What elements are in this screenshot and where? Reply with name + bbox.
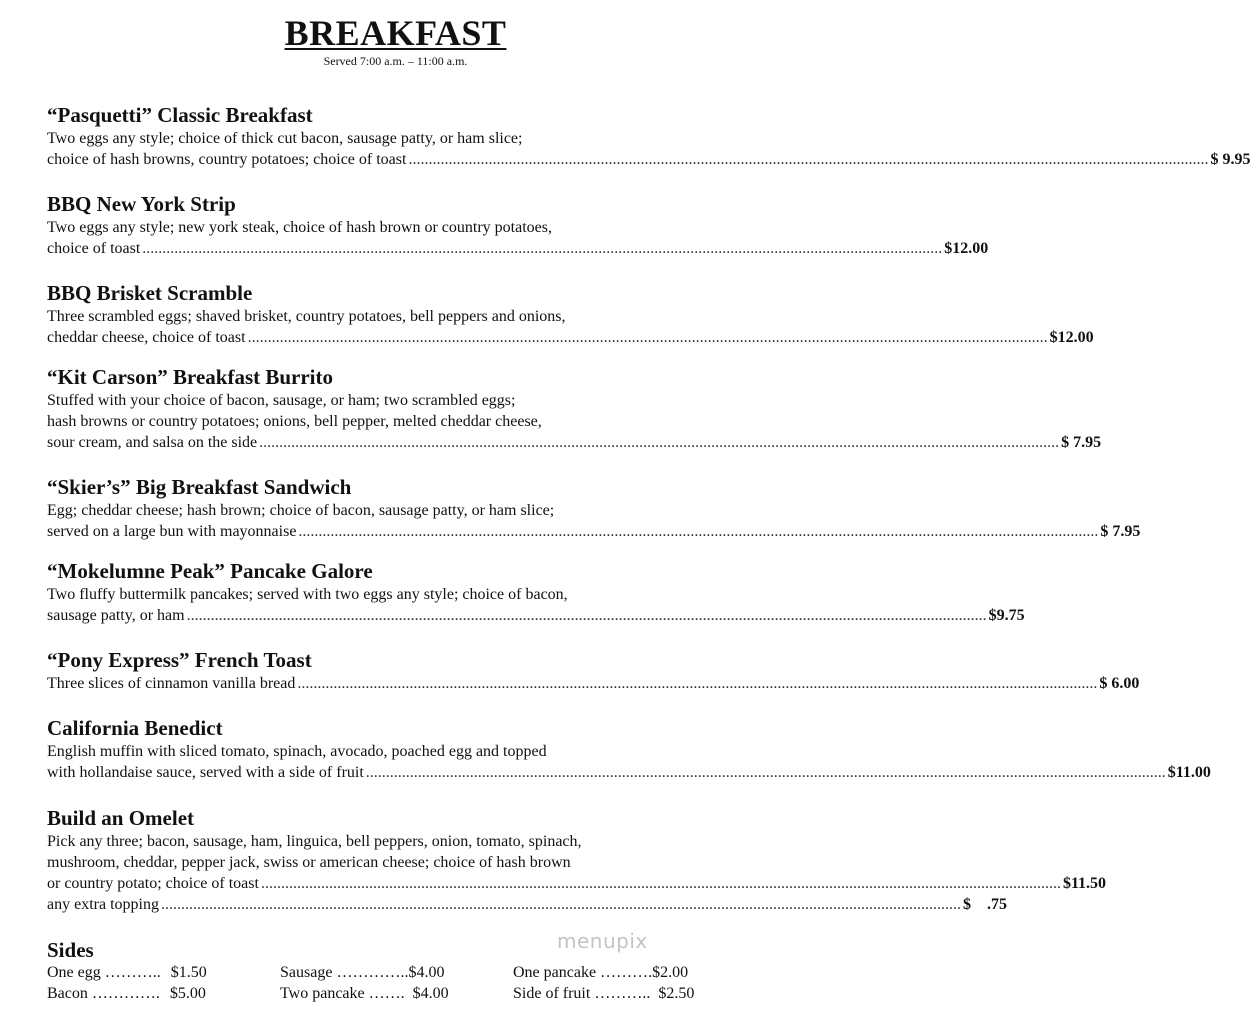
item-description: Pick any three; bacon, sausage, ham, linguica, bell peppers, onion, tomato, spinach, (47, 833, 582, 850)
item-price-line (47, 432, 1102, 453)
side-price: $5.00 (169, 985, 206, 1002)
side-price: $4.00 (408, 964, 445, 981)
item-price-line (47, 327, 1094, 348)
leader-dots: ........................................................................................................................................................................................................ (247, 329, 1048, 346)
item-name: BBQ Brisket Scramble (47, 281, 253, 305)
leader-dots: ........................................................................................................................................................................................................ (160, 896, 961, 913)
item-description: hash browns or country potatoes; onions, bell pepper, melted cheddar cheese, (47, 413, 542, 430)
side-entry: Two pancake ……. $4.00 (280, 985, 449, 1002)
item-description: Stuffed with your choice of bacon, sausage, or ham; two scrambled eggs; (47, 392, 516, 409)
item-price-line (47, 238, 989, 259)
service-hours: Served 7:00 a.m. – 11:00 a.m. (323, 54, 468, 68)
item-name: “Skier’s” Big Breakfast Sandwich (47, 475, 352, 499)
side-name: One pancake (513, 964, 597, 981)
item-description: Two fluffy buttermilk pancakes; served with two eggs any style; choice of bacon, (47, 586, 568, 603)
menu-item (47, 806, 1107, 915)
side-name: Two pancake (280, 985, 365, 1002)
menu-item (47, 281, 1094, 348)
side-price: $2.00 (652, 964, 689, 981)
item-description: sour cream, and salsa on the side (47, 434, 258, 451)
menu-item (47, 716, 1211, 783)
menu-item (47, 103, 1250, 170)
item-price: $11.50 (1062, 875, 1107, 892)
item-description: or country potato; choice of toast (47, 875, 259, 892)
leader-dots: ........................................................................................................................................................................................................ (298, 523, 1099, 540)
item-price-line (47, 762, 1211, 783)
side-entry: Sausage …………..$4.00 (280, 964, 445, 981)
menu-item (47, 192, 989, 259)
item-price: $ 6.00 (1099, 675, 1140, 692)
menu-header (0, 14, 791, 69)
item-description: choice of toast (47, 240, 141, 257)
item-name: BBQ New York Strip (47, 192, 236, 216)
leader-dots: ........................................................................................................................................................................................................ (365, 764, 1166, 781)
item-name: “Mokelumne Peak” Pancake Galore (47, 559, 373, 583)
item-name: “Pasquetti” Classic Breakfast (47, 103, 313, 127)
item-description: served on a large bun with mayonnaise (47, 523, 297, 540)
side-name: Side of fruit (513, 985, 591, 1002)
leader-dots: ........................................................................................................................................................................................................ (259, 434, 1060, 451)
item-description: choice of hash browns, country potatoes; choice of toast (47, 151, 407, 168)
page-title: BREAKFAST (284, 13, 507, 53)
extra-topping-price: $ .75 (962, 896, 1007, 913)
leader-dots: ........................................................................................................................................................................................................ (297, 675, 1098, 692)
item-description: with hollandaise sauce, served with a side of fruit (47, 764, 364, 781)
item-description: Three scrambled eggs; shaved brisket, country potatoes, bell peppers and onions, (47, 308, 566, 325)
item-name: California Benedict (47, 716, 223, 740)
menu-item (47, 648, 1140, 694)
leader-dots: ........................................................................................................................................................................................................ (142, 240, 943, 257)
item-price: $ 9.95 (1210, 151, 1250, 168)
item-name: Build an Omelet (47, 806, 195, 830)
menu-item (47, 559, 1025, 626)
item-price-line (47, 873, 1107, 894)
item-description: Two eggs any style; choice of thick cut bacon, sausage patty, or ham slice; (47, 130, 523, 147)
item-price: $12.00 (944, 240, 989, 257)
item-price: $9.75 (988, 607, 1025, 624)
item-price-line (47, 521, 1141, 542)
leader-dots: ........................................................................................................................................................................................................ (186, 607, 987, 624)
side-name: One egg (47, 964, 101, 981)
item-description: mushroom, cheddar, pepper jack, swiss or american cheese; choice of hash brown (47, 854, 571, 871)
item-price-line (47, 605, 1025, 626)
side-name: Sausage (280, 964, 333, 981)
extra-topping-line (47, 894, 1007, 915)
side-entry: Bacon …………. $5.00 (47, 985, 206, 1002)
item-price: $11.00 (1167, 764, 1211, 781)
side-entry: One pancake ……….$2.00 (513, 964, 689, 981)
item-description: sausage patty, or ham (47, 607, 185, 624)
side-name: Bacon (47, 985, 88, 1002)
menu-item (47, 475, 1141, 542)
item-description: Two eggs any style; new york steak, choice of hash brown or country potatoes, (47, 219, 552, 236)
side-entry: One egg ……….. $1.50 (47, 964, 207, 981)
item-description: cheddar cheese, choice of toast (47, 329, 246, 346)
item-price-line (47, 149, 1250, 170)
item-price: $ 7.95 (1100, 523, 1141, 540)
sides-title: Sides (47, 938, 94, 962)
leader-dots: ........................................................................................................................................................................................................ (408, 151, 1209, 168)
side-entry: Side of fruit ……….. $2.50 (513, 985, 695, 1002)
extra-topping-label: any extra topping (47, 896, 159, 913)
item-description: Three slices of cinnamon vanilla bread (47, 675, 296, 692)
item-price: $12.00 (1049, 329, 1094, 346)
side-price: $2.50 (658, 985, 695, 1002)
item-description: English muffin with sliced tomato, spinach, avocado, poached egg and topped (47, 743, 547, 760)
item-price-line (47, 673, 1140, 694)
menu-item (47, 365, 1102, 453)
item-price: $ 7.95 (1061, 434, 1102, 451)
leader-dots: ........................................................................................................................................................................................................ (260, 875, 1061, 892)
watermark: menupix (557, 929, 648, 953)
side-price: $1.50 (170, 964, 207, 981)
item-name: “Pony Express” French Toast (47, 648, 312, 672)
side-price: $4.00 (412, 985, 449, 1002)
item-name: “Kit Carson” Breakfast Burrito (47, 365, 334, 389)
item-description: Egg; cheddar cheese; hash brown; choice of bacon, sausage patty, or ham slice; (47, 502, 555, 519)
